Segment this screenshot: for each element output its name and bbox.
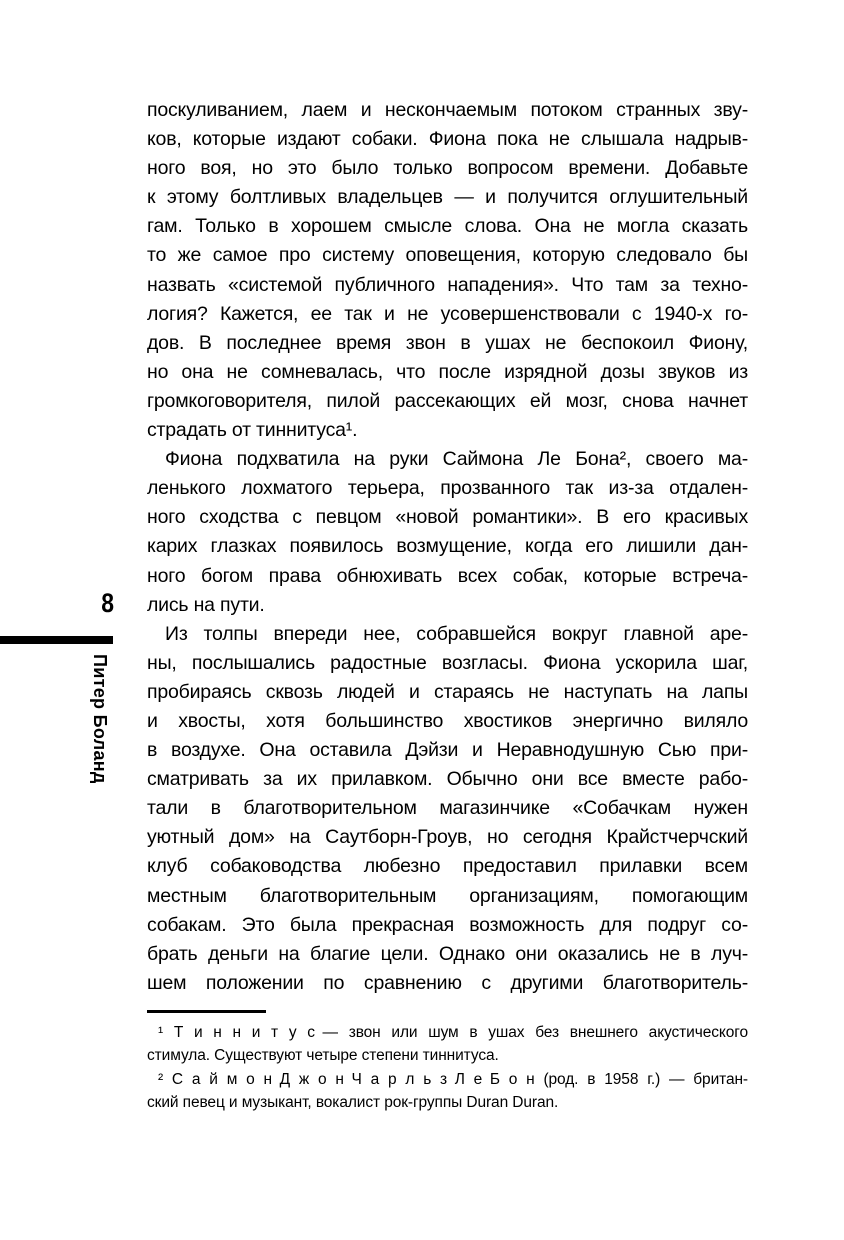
body-line: к этому болтливых владельцев — и получится оглушительный [147,186,748,209]
body-line: и хвосты, хотя большинство хвостиков энергично виляло [147,709,748,732]
body-line: но она не сомневалась, что после изрядной дозы звуков из [147,360,748,383]
body-line: местным благотворительным организациям, помогающим [147,884,748,907]
footnote-line: ² С а й м о н Д ж о н Ч а р л ь з Л е Б о н (род. в 1958 г.) — британ- [158,1070,748,1088]
body-line: ленького лохматого терьера, прозванного так из-за отдален- [147,477,748,500]
body-line: гам. Только в хорошем смысле слова. Она не могла сказать [147,215,748,238]
body-line: лись на пути. [147,593,265,616]
footnote-line: ¹ Т и н н и т у с — звон или шум в ушах без внешнего акустического [158,1023,748,1041]
margin-divider-bar [0,636,113,644]
body-line: ков, которые издают собаки. Фиона пока не слышала надрыв- [147,128,748,151]
footnote-line: ский певец и музыкант, вокалист рок-группы Duran Duran. [147,1094,559,1112]
author-name-vertical: Питер Боланд [90,654,110,784]
body-line: брать деньги на благие цели. Однако они оказались не в луч- [147,942,748,965]
body-line: поскуливанием, лаем и нескончаемым потоком странных зву- [147,99,748,121]
body-line: уютный дом» на Саутборн-Гроув, но сегодня Крайстчерчский [147,826,748,849]
body-line: пробираясь сквозь людей и стараясь не наступать на лапы [147,680,748,703]
body-line: тали в благотворительном магазинчике «Собачкам нужен [147,797,748,820]
body-line: ного сходства с певцом «новой романтики». В его красивых [147,506,748,529]
body-line: клуб собаководства любезно предоставил прилавки всем [147,855,748,878]
body-line: карих глазках появилось возмущение, когда его лишили дан- [147,535,748,558]
body-line: шем положении по сравнению с другими благотворитель- [147,971,748,994]
body-line: ны, послышались радостные возгласы. Фиона ускорила шаг, [147,651,748,674]
body-line: ного богом права обнюхивать всех собак, которые встреча- [147,564,748,587]
body-line: Из толпы впереди нее, собравшейся вокруг главной аре- [165,622,748,645]
body-line: в воздухе. Она оставила Дэйзи и Неравнодушную Сью при- [147,739,748,762]
text-block [147,96,748,1115]
body-line: логия? Кажется, ее так и не усовершенствовали с 1940-х го- [147,302,748,325]
body-line: назвать «системой публичного нападения». Что там за техно- [147,273,748,296]
page-number: 8 [101,588,114,618]
footnotes [147,1021,748,1115]
body-line: громкоговорителя, пилой рассекающих ей мозг, снова начнет [147,389,748,412]
body-line: собакам. Это была прекрасная возможность для подруг со- [147,913,748,936]
footnote-line: стимула. Существуют четыре степени тиннитуса. [147,1047,499,1065]
body-line: Фиона подхватила на руки Саймона Ле Бона², своего ма- [165,448,748,471]
footnote-separator-rule [147,1010,266,1013]
body-line: страдать от тиннитуса¹. [147,419,358,442]
body-line: то же самое про систему оповещения, которую следовало бы [147,244,748,267]
body-paragraphs [147,96,748,998]
body-line: сматривать за их прилавком. Обычно они все вместе рабо- [147,768,748,791]
body-line: дов. В последнее время звон в ушах не беспокоил Фиону, [147,331,748,354]
body-line: ного воя, но это было только вопросом времени. Добавьте [147,157,748,180]
